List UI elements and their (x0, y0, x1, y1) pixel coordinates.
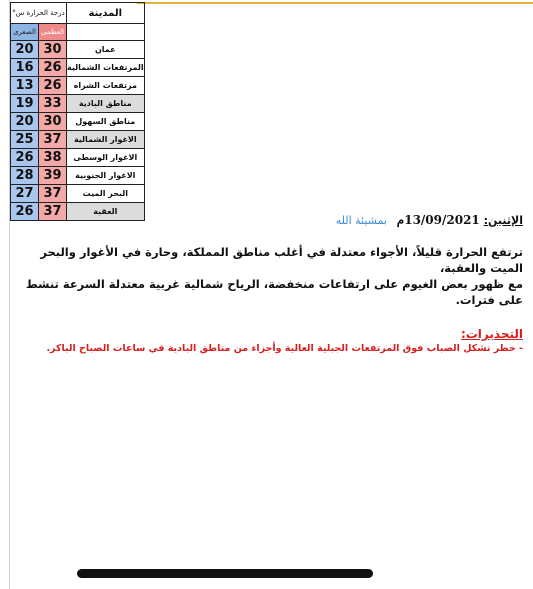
table-row (11, 77, 145, 95)
table-row (11, 149, 145, 167)
top-divider (137, 2, 533, 4)
min-temp: 20 (11, 113, 39, 131)
max-temp: 26 (39, 59, 67, 77)
header-temperature: درجة الحرارة س° (11, 3, 67, 24)
table-row (11, 185, 145, 203)
table-row (11, 131, 145, 149)
document-page (9, 0, 533, 589)
table-row (11, 203, 145, 221)
header-max: العظمى (39, 24, 67, 41)
city-name: مناطق البادية (67, 95, 145, 113)
city-name: المرتفعات الشمالية (67, 59, 145, 77)
min-temp: 19 (11, 95, 39, 113)
min-temp: 26 (11, 203, 39, 221)
min-temp: 27 (11, 185, 39, 203)
city-name: عمان (67, 41, 145, 59)
forecast-line-2: مع ظهور بعض الغيوم على ارتفاعات منخفضة، الرياح شمالية غربية معتدلة السرعة تنشط على فترات. (25, 277, 523, 307)
table-row (11, 113, 145, 131)
min-temp: 28 (11, 167, 39, 185)
forecast-text (18, 244, 523, 308)
city-name: العقبة (67, 203, 145, 221)
home-indicator[interactable] (77, 569, 373, 578)
date-line (336, 213, 523, 227)
forecast-date: 13/09/2021م (396, 213, 480, 227)
city-name: الاغوار الجنوبية (67, 167, 145, 185)
table-row (11, 167, 145, 185)
max-temp: 39 (39, 167, 67, 185)
city-name: البحر الميت (67, 185, 145, 203)
day-label: الإثنين: (483, 214, 523, 227)
forecast-line-1: ترتفع الحرارة قليلاً، الأجواء معتدلة في أغلب مناطق المملكة، وحارة في الأغوار والبحر الميت والعقبة، (40, 245, 523, 275)
header-min: الصغرى (11, 24, 39, 41)
header-city: المدينة (67, 3, 145, 24)
weather-table (10, 2, 145, 221)
max-temp: 26 (39, 77, 67, 95)
city-name: مرتفعات الشراه (67, 77, 145, 95)
max-temp: 30 (39, 113, 67, 131)
warnings-text: - خطر تشكل الضباب فوق المرتفعات الجبلية العالية وأجزاء من مناطق البادية في ساعات الصباح الباكر. (46, 343, 523, 354)
max-temp: 37 (39, 131, 67, 149)
header-city-empty (67, 24, 145, 41)
max-temp: 37 (39, 203, 67, 221)
inshallah-text: بمشيئة الله (335, 214, 387, 227)
min-temp: 26 (11, 149, 39, 167)
table-row (11, 95, 145, 113)
min-temp: 25 (11, 131, 39, 149)
max-temp: 33 (39, 95, 67, 113)
min-temp: 16 (11, 59, 39, 77)
max-temp: 37 (39, 185, 67, 203)
min-temp: 13 (11, 77, 39, 95)
max-temp: 38 (39, 149, 67, 167)
city-name: الاغوار الوسطى (67, 149, 145, 167)
min-temp: 20 (11, 41, 39, 59)
city-name: مناطق السهول (67, 113, 145, 131)
table-row (11, 41, 145, 59)
table-row (11, 59, 145, 77)
city-name: الاغوار الشمالية (67, 131, 145, 149)
warnings-title: التحذيرات: (460, 327, 523, 341)
max-temp: 30 (39, 41, 67, 59)
